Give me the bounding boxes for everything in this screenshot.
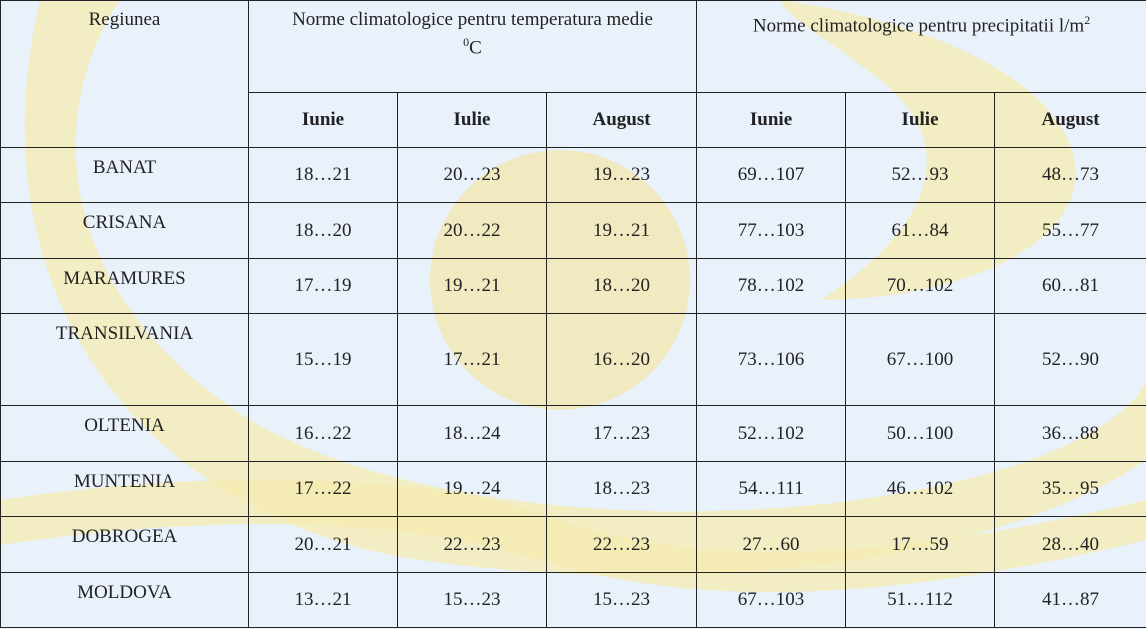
region-name: MOLDOVA	[1, 573, 249, 628]
table-cell: 15…19	[249, 314, 398, 406]
table-cell: 36…88	[995, 406, 1146, 462]
table-row	[1, 462, 1146, 517]
table-cell: 18…20	[547, 259, 697, 314]
month-header: Iulie	[846, 93, 995, 148]
table-cell: 67…103	[697, 573, 846, 628]
table-cell: 16…20	[547, 314, 697, 406]
table-cell: 15…23	[547, 573, 697, 628]
table-cell: 20…22	[398, 203, 547, 259]
table-row	[1, 203, 1146, 259]
table-cell: 18…23	[547, 462, 697, 517]
table-cell: 50…100	[846, 406, 995, 462]
table-cell: 52…90	[995, 314, 1146, 406]
region-name: MARAMURES	[1, 259, 249, 314]
region-name: OLTENIA	[1, 406, 249, 462]
month-header: Iunie	[697, 93, 846, 148]
table-cell: 22…23	[398, 517, 547, 573]
table-cell: 41…87	[995, 573, 1146, 628]
table-cell: 20…21	[249, 517, 398, 573]
table-cell: 61…84	[846, 203, 995, 259]
table-cell: 13…21	[249, 573, 398, 628]
month-header: Iulie	[398, 93, 547, 148]
month-header: August	[995, 93, 1146, 148]
table-cell: 18…21	[249, 148, 398, 203]
table-cell: 19…21	[547, 203, 697, 259]
table-cell: 60…81	[995, 259, 1146, 314]
table-row	[1, 573, 1146, 628]
table-row	[1, 406, 1146, 462]
table-row	[1, 259, 1146, 314]
table-cell: 54…111	[697, 462, 846, 517]
table-cell: 22…23	[547, 517, 697, 573]
region-name: DOBROGEA	[1, 517, 249, 573]
table-cell: 17…59	[846, 517, 995, 573]
region-name: MUNTENIA	[1, 462, 249, 517]
header-temperature-group: Norme climatologice pentru temperatura medie $^0$C	[249, 1, 697, 93]
table-cell: 55…77	[995, 203, 1146, 259]
table-cell: 69…107	[697, 148, 846, 203]
table-cell: 46…102	[846, 462, 995, 517]
table-cell: 20…23	[398, 148, 547, 203]
table-cell: 28…40	[995, 517, 1146, 573]
table-cell: 18…20	[249, 203, 398, 259]
table-cell: 17…22	[249, 462, 398, 517]
month-header: Iunie	[249, 93, 398, 148]
table-cell: 27…60	[697, 517, 846, 573]
table-cell: 73…106	[697, 314, 846, 406]
table-cell: 51…112	[846, 573, 995, 628]
table-cell: 15…23	[398, 573, 547, 628]
table-cell: 19…21	[398, 259, 547, 314]
table-cell: 67…100	[846, 314, 995, 406]
table-cell: 18…24	[398, 406, 547, 462]
table-cell: 19…24	[398, 462, 547, 517]
table-cell: 17…23	[547, 406, 697, 462]
region-name: CRISANA	[1, 203, 249, 259]
table-cell: 17…21	[398, 314, 547, 406]
table-cell: 19…23	[547, 148, 697, 203]
table-cell: 78…102	[697, 259, 846, 314]
table-cell: 16…22	[249, 406, 398, 462]
table-cell: 70…102	[846, 259, 995, 314]
table-row	[1, 314, 1146, 406]
month-header: August	[547, 93, 697, 148]
table-cell: 52…93	[846, 148, 995, 203]
region-name: BANAT	[1, 148, 249, 203]
header-precipitation-group: Norme climatologice pentru precipitatii $l/m^2$	[697, 1, 1146, 93]
table-cell: 17…19	[249, 259, 398, 314]
table-row	[1, 517, 1146, 573]
header-region: Regiunea	[1, 1, 249, 148]
table-cell: 52…102	[697, 406, 846, 462]
table-cell: 35…95	[995, 462, 1146, 517]
table-cell: 77…103	[697, 203, 846, 259]
table-row	[1, 148, 1146, 203]
region-name: TRANSILVANIA	[1, 314, 249, 406]
table-cell: 48…73	[995, 148, 1146, 203]
